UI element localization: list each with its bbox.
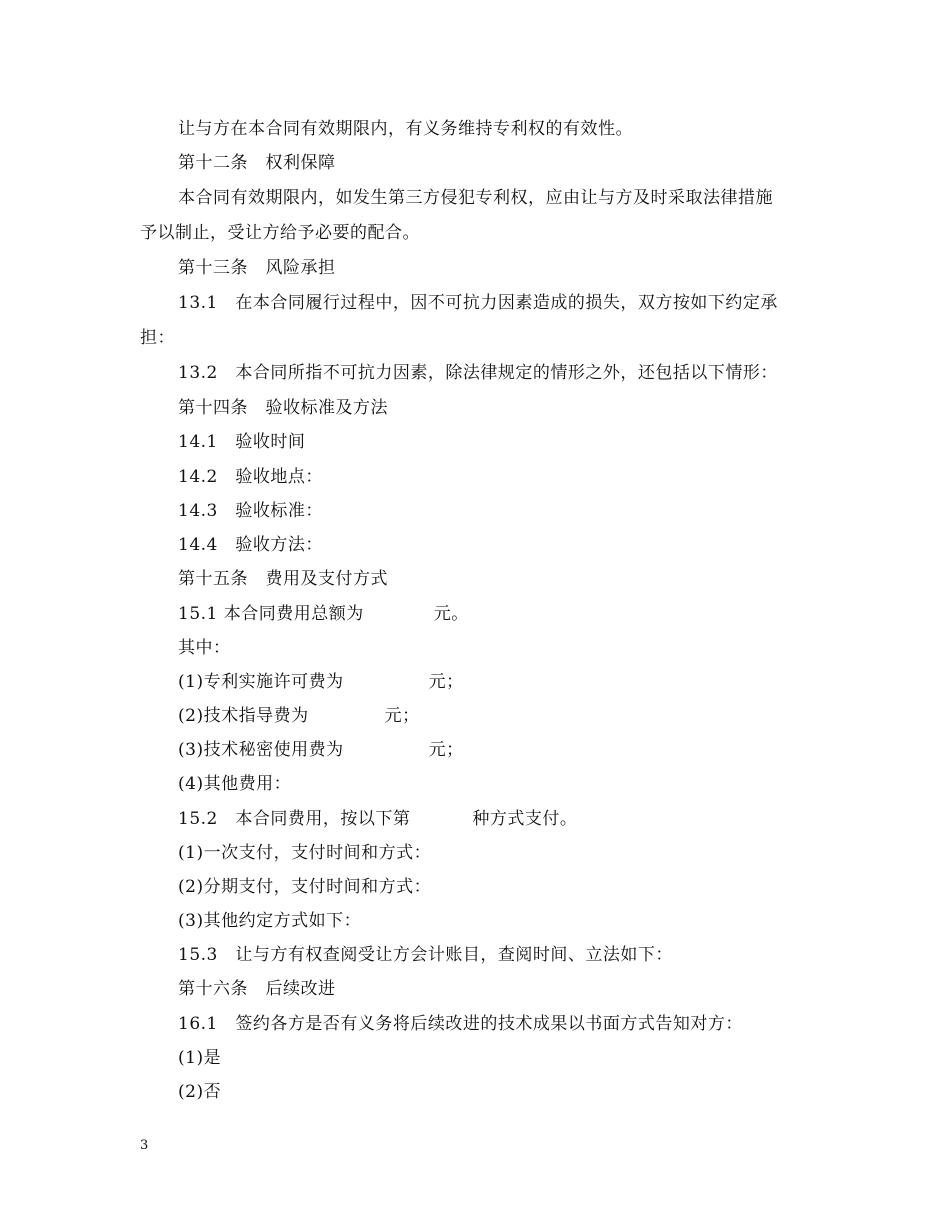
clause-15-1-text: 15.1 本合同费用总额为 — [178, 604, 364, 624]
clause-15-1 — [178, 603, 469, 625]
fee-item-3 — [178, 739, 464, 761]
clause-14-2: 14.2 验收地点： — [178, 467, 323, 487]
article-14-heading: 第十四条 验收标准及方法 — [178, 398, 388, 418]
paragraph-line: 让与方在本合同有效期限内，有义务维持专利权的有效性。 — [178, 119, 633, 139]
page-number: 3 — [140, 1138, 149, 1153]
article-16-heading: 第十六条 后续改进 — [178, 979, 336, 999]
clause-15-2-end: 种方式支付。 — [472, 809, 578, 829]
article-15-heading: 第十五条 费用及支付方式 — [178, 569, 388, 589]
payment-option-2: (2)分期支付，支付时间和方式： — [178, 877, 432, 897]
clause-15-2-text: 15.2 本合同费用，按以下第 — [178, 809, 411, 829]
unit-yuan: 元； — [384, 706, 420, 726]
clause-14-3: 14.3 验收标准： — [178, 501, 323, 521]
fee-item-2 — [178, 705, 420, 727]
clause-14-4: 14.4 验收方法： — [178, 535, 323, 555]
clause-13-1-continued: 担： — [140, 328, 175, 348]
paragraph-line: 其中： — [178, 638, 231, 658]
payment-option-1: (1)一次支付，支付时间和方式： — [178, 843, 432, 863]
fee-item-1 — [178, 671, 464, 693]
clause-14-1: 14.1 验收时间 — [178, 432, 306, 452]
clause-13-1: 13.1 在本合同履行过程中，因不可抗力因素造成的损失，双方按如下约定承 — [178, 293, 778, 313]
fee-item-4: (4)其他费用： — [178, 774, 292, 794]
fee-item-3-text: (3)技术秘密使用费为 — [178, 740, 344, 760]
clause-15-3: 15.3 让与方有权查阅受让方会计账目，查阅时间、立法如下： — [178, 945, 673, 965]
article-13-heading: 第十三条 风险承担 — [178, 258, 336, 278]
unit-yuan: 元； — [428, 740, 464, 760]
paragraph-line: 本合同有效期限内，如发生第三方侵犯专利权，应由让与方及时采取法律措施 — [178, 188, 773, 208]
fee-item-2-text: (2)技术指导费为 — [178, 706, 309, 726]
fee-item-1-text: (1)专利实施许可费为 — [178, 672, 344, 692]
paragraph-line: 予以制止，受让方给予必要的配合。 — [140, 223, 420, 243]
payment-option-3: (3)其他约定方式如下： — [178, 911, 362, 931]
article-12-heading: 第十二条 权利保障 — [178, 153, 336, 173]
clause-16-1: 16.1 签约各方是否有义务将后续改进的技术成果以书面方式告知对方： — [178, 1014, 743, 1034]
unit-yuan: 元； — [428, 672, 464, 692]
unit-yuan: 元。 — [433, 604, 469, 624]
option-yes: (1)是 — [178, 1048, 222, 1068]
clause-13-2: 13.2 本合同所指不可抗力因素，除法律规定的情形之外，还包括以下情形： — [178, 363, 778, 383]
option-no: (2)否 — [178, 1082, 222, 1102]
clause-15-2 — [178, 808, 577, 830]
